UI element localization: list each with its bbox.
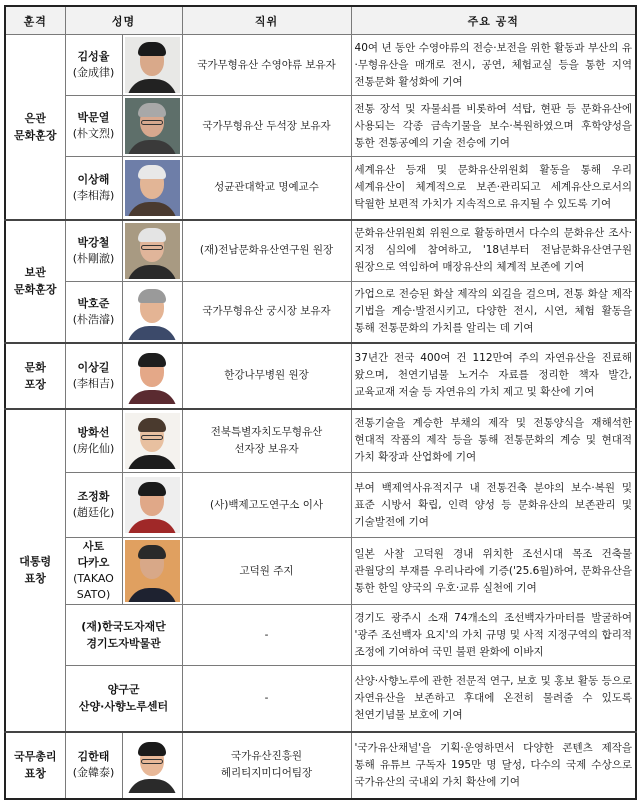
achievement-cell: 경기도 광주시 소재 74개소의 조선백자가마터를 발굴하여 '광주 조선백자 요지'의 가치 규명 및 사적 지정구역의 합리적 조정에 기여하여 국민 불편 완화에 이바지 <box>351 605 636 666</box>
grade-label: 보관 <box>24 266 46 279</box>
position-cell: (재)전남문화유산연구원 원장 <box>182 220 351 282</box>
position-cell: 고덕원 주지 <box>182 538 351 605</box>
table-row <box>5 732 636 799</box>
position-line: 국가유산진흥원 <box>231 750 303 762</box>
organization-name-cell <box>65 666 182 732</box>
position-cell <box>182 409 351 473</box>
grade-label: 대통령 <box>19 555 52 568</box>
position-cell: 국가무형유산 궁시장 보유자 <box>182 281 351 343</box>
glasses-icon <box>141 120 163 125</box>
portrait-photo <box>125 98 180 154</box>
organization-name-cell <box>65 605 182 666</box>
table-row <box>5 96 636 157</box>
achievement-cell: 40여 년 동안 수영야류의 전승·보전을 위한 활동과 부산의 유·무형유산을 매개로 전시, 공연, 체험교실 등을 통한 지역 전통문화 활성화에 기여 <box>351 35 636 96</box>
table-row <box>5 220 636 282</box>
name-korean: 조정화 <box>77 490 110 503</box>
grade-label: 문화훈장 <box>13 283 57 296</box>
glasses-icon <box>141 435 163 440</box>
photo-hair <box>138 228 166 242</box>
photo-hair <box>138 418 166 432</box>
name-latin: (TAKAO <box>73 572 114 585</box>
portrait-photo <box>125 223 180 279</box>
name-cell <box>65 473 122 538</box>
header-name: 성명 <box>65 6 182 35</box>
achievement-cell: 문화유산위원회 위원으로 활동하면서 다수의 문화유산 조사·지정 심의에 참여하고, '18년부터 전남문화유산연구원 원장으로 역임하여 매장유산의 체계적 보존에 기여 <box>351 220 636 282</box>
name-cell <box>65 538 122 605</box>
photo-hair <box>138 165 166 179</box>
position-line: 선자장 보유자 <box>234 442 299 455</box>
name-korean: 김한태 <box>77 750 110 763</box>
position-line: 헤리티지미디어팀장 <box>220 767 313 779</box>
portrait-photo <box>125 348 180 404</box>
table-row <box>5 538 636 605</box>
name-cell <box>65 96 122 157</box>
name-latin: SATO) <box>76 588 111 601</box>
portrait-photo <box>125 413 180 469</box>
name-korean: 박호준 <box>77 296 110 310</box>
photo-hair <box>138 42 166 56</box>
header-position: 직위 <box>182 6 351 35</box>
photo-cell <box>122 409 182 473</box>
name-korean: 사토 <box>82 540 105 553</box>
table-row <box>5 473 636 538</box>
photo-hair <box>138 545 166 559</box>
portrait-photo <box>125 477 180 533</box>
organization-name-line: 경기도자박물관 <box>86 637 161 650</box>
photo-hair <box>138 103 166 117</box>
table-row <box>5 343 636 409</box>
photo-cell <box>122 281 182 343</box>
name-korean: 이상길 <box>77 360 110 374</box>
grade-label: 표창 <box>24 767 46 780</box>
photo-cell <box>122 343 182 409</box>
grade-cell <box>5 35 65 220</box>
portrait-photo <box>125 37 180 93</box>
position-cell <box>182 732 351 799</box>
organization-name-line: 양구군 <box>107 683 140 697</box>
photo-hair <box>138 482 166 496</box>
achievement-cell: 37년간 전국 400여 건 112만여 주의 자연유산을 진료해 왔으며, 천연기념물 노거수 자료를 정리한 책자 발간, 교육교재 저술 등 자연유의 가치 제고 및 확산에 기여 <box>351 343 636 409</box>
grade-label: 국무총리 <box>13 750 57 763</box>
grade-cell <box>5 220 65 343</box>
position-line: 전북특별자치도무형유산 <box>210 425 323 438</box>
name-hanja: (李相吉) <box>72 376 115 390</box>
achievement-cell: 전통기술을 계승한 부채의 제작 및 전통양식을 재해석한 현대적 작품의 제작 등을 통해 전통문화의 계승 및 현대적 가치 확장과 산업화에 기여 <box>351 409 636 473</box>
name-hanja: (朴浩濬) <box>72 312 115 326</box>
name-korean: 김성율 <box>77 50 110 63</box>
grade-cell <box>5 409 65 732</box>
position-cell: 한강나무병원 원장 <box>182 343 351 409</box>
organization-name-line: (재)한국도자재단 <box>81 620 166 633</box>
photo-hair <box>138 353 166 367</box>
portrait-photo <box>125 160 180 216</box>
grade-cell <box>5 732 65 799</box>
name-hanja: (房化仙) <box>72 441 115 455</box>
position-cell: (사)백제고도연구소 이사 <box>182 473 351 538</box>
position-cell: 국가무형유산 수영야류 보유자 <box>182 35 351 96</box>
photo-cell <box>122 35 182 96</box>
grade-label: 포장 <box>24 377 46 391</box>
awards-table <box>4 5 637 800</box>
name-hanja: (朴剛澈) <box>72 251 115 265</box>
photo-cell <box>122 220 182 282</box>
name-hanja: (李相海) <box>72 188 115 202</box>
header-row <box>5 6 636 35</box>
name-korean: 박문열 <box>77 111 110 124</box>
photo-cell <box>122 538 182 605</box>
glasses-icon <box>141 759 163 764</box>
name-cell <box>65 343 122 409</box>
header-achievement: 주요 공적 <box>351 6 636 35</box>
photo-cell <box>122 473 182 538</box>
portrait-photo <box>125 540 180 602</box>
name-korean: 방화선 <box>77 425 110 439</box>
name-korean: 이상해 <box>77 172 110 186</box>
position-cell: - <box>182 666 351 732</box>
name-cell <box>65 409 122 473</box>
table-row <box>5 35 636 96</box>
achievement-cell: 가업으로 전승된 화살 제작의 외길을 걸으며, 전통 화살 제작 기법을 계승·발전시키고, 다양한 전시, 시연, 체험 활동을 통해 전통문화의 가치를 알리는 데 기여 <box>351 281 636 343</box>
glasses-icon <box>141 245 163 250</box>
table-row <box>5 605 636 666</box>
achievement-cell: 부여 백제역사유적지구 내 전통건축 분야의 보수·복원 및 표준 시방서 확립, 인력 양성 등 문화유산의 보존관리 및 기술발전에 기여 <box>351 473 636 538</box>
photo-cell <box>122 96 182 157</box>
name-hanja: (金成律) <box>72 66 115 79</box>
photo-cell <box>122 157 182 220</box>
achievement-cell: 세계유산 등재 및 문화유산위원회 활동을 통해 우리 세계유산이 체계적으로 보존·관리되고 세계유산으로서의 탁월한 보편적 가치가 지속적으로 유지될 수 있도록 기여 <box>351 157 636 220</box>
portrait-photo <box>125 284 180 340</box>
name-cell <box>65 157 122 220</box>
name-korean: 박강철 <box>77 235 110 249</box>
organization-name-line: 산양·사향노루센터 <box>78 700 169 714</box>
grade-cell <box>5 343 65 409</box>
name-cell <box>65 732 122 799</box>
position-cell: 국가무형유산 두석장 보유자 <box>182 96 351 157</box>
grade-label: 표창 <box>24 572 46 585</box>
grade-label: 문화 <box>24 360 46 374</box>
grade-label: 문화훈장 <box>13 128 57 142</box>
achievement-cell: 전통 장석 및 자물쇠를 비롯하여 석탑, 현판 등 문화유산에 사용되는 각종 금속기물을 보수·복원하였으며 후학양성을 통한 전통공예의 기술 전승에 기여 <box>351 96 636 157</box>
name-cell <box>65 281 122 343</box>
table-row <box>5 281 636 343</box>
portrait-photo <box>125 737 180 793</box>
achievement-cell: 일본 사찰 고덕원 경내 위치한 조선시대 목조 건축물 관월당의 부재를 우리나라에 기증('25.6월)하여, 문화유산을 통한 한일 양국의 우호·교류 실천에 기여 <box>351 538 636 605</box>
header-grade: 훈격 <box>5 6 65 35</box>
name-hanja: (金韓泰) <box>72 766 115 779</box>
achievement-cell: 산양·사향노루에 관한 전문적 연구, 보호 및 홍보 활동 등으로 자연유산을 보존하고 후대에 온전히 물려줄 수 있도록 천연기념물 보호에 기여 <box>351 666 636 732</box>
name-cell <box>65 35 122 96</box>
photo-hair <box>138 289 166 303</box>
table-row <box>5 409 636 473</box>
position-cell: 성균관대학교 명예교수 <box>182 157 351 220</box>
name-korean: 다카오 <box>77 556 110 569</box>
name-hanja: (朴文烈) <box>72 127 115 140</box>
photo-hair <box>138 742 166 756</box>
table-row <box>5 157 636 220</box>
photo-cell <box>122 732 182 799</box>
position-cell: - <box>182 605 351 666</box>
grade-label: 은관 <box>24 111 46 125</box>
table-row <box>5 666 636 732</box>
name-cell <box>65 220 122 282</box>
achievement-cell: '국가유산채널'을 기획·운영하면서 다양한 콘텐츠 제작을 통해 유튜브 구독자 195만 명 달성, 다수의 국제 수상으로 국가유산의 국내외 가치 확산에 기여 <box>351 732 636 799</box>
name-hanja: (趙廷化) <box>72 506 115 519</box>
